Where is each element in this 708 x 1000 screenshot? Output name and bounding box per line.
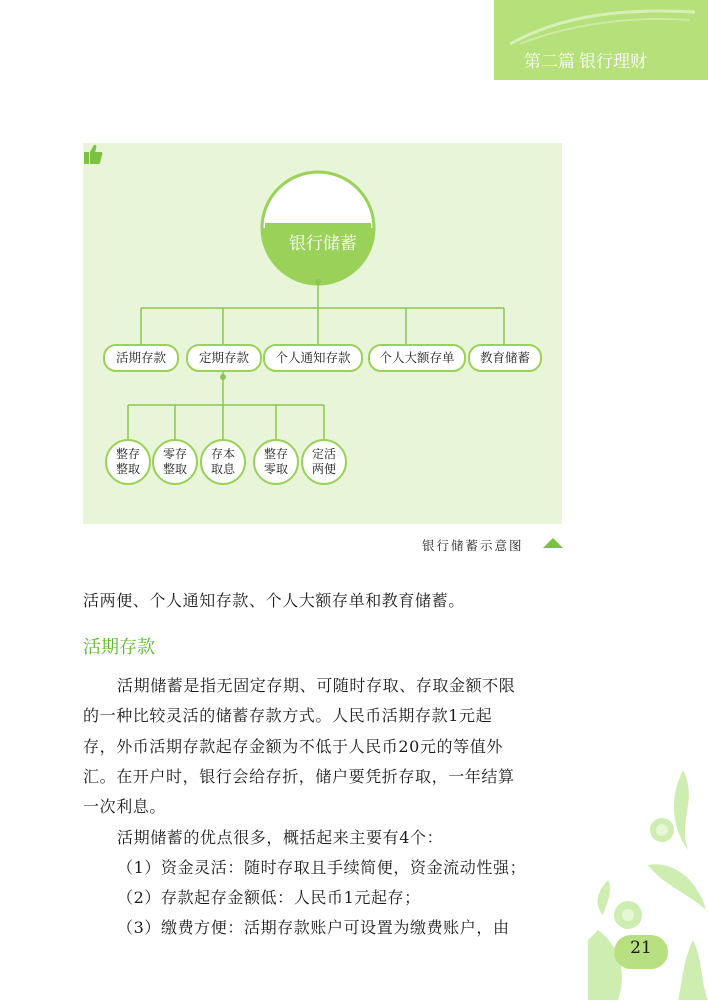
node-education-savings: 教育储蓄: [468, 344, 542, 372]
page-number: 21: [630, 938, 652, 958]
node-flexible-line2: 两便: [311, 462, 336, 476]
node-lump-installment-line2: 零取: [263, 462, 288, 476]
diagram-caption: 银行储蓄示意图: [422, 538, 524, 553]
node-flexible: [301, 439, 347, 485]
node-lump-sum-line1: 整存: [115, 447, 140, 461]
node-installment-line1: 零存: [162, 447, 187, 461]
node-demand-deposit: 活期存款: [103, 344, 179, 372]
section-heading: 活期存款: [83, 637, 155, 658]
root-node-label: 银行储蓄: [289, 234, 357, 254]
para1-line2: 的一种比较灵活的储蓄存款方式。人民币活期存款1元起: [83, 706, 493, 725]
list-item-3: （3）缴费方便：活期存款账户可设置为缴费账户，由: [117, 918, 510, 937]
node-interest-withdrawal-line2: 取息: [210, 462, 235, 476]
running-header: [524, 47, 647, 72]
para1-line5: 一次利息。: [83, 797, 167, 816]
node-time-deposit: 定期存款: [186, 344, 262, 372]
header-subtitle: 银行理财: [579, 52, 647, 72]
node-interest-withdrawal-line1: 存本: [210, 447, 235, 461]
list-item-2: （2）存款起存金额低：人民币1元起存；: [117, 888, 421, 907]
node-notice-deposit: 个人通知存款: [263, 344, 363, 372]
para1-line1: 活期储蓄是指无固定存期、可随时存取、存取金额不限: [117, 676, 516, 695]
node-installment: [152, 439, 198, 485]
node-large-certificate: 个人大额存单: [368, 344, 466, 372]
header-swoosh-decoration: [500, 6, 700, 46]
intro-line: 活两便、个人通知存款、个人大额存单和教育储蓄。: [83, 591, 465, 610]
node-lump-installment-line1: 整存: [263, 447, 288, 461]
node-installment-line2: 整取: [162, 462, 187, 476]
list-item-1: （1）资金灵活：随时存取且手续简便，资金流动性强；: [117, 858, 527, 877]
node-interest-withdrawal: [200, 439, 246, 485]
node-flexible-line1: 定活: [311, 447, 336, 461]
para2-line: 活期储蓄的优点很多，概括起来主要有4个：: [117, 828, 444, 847]
header-part-label: 第二篇: [524, 52, 575, 72]
node-lump-sum-line2: 整取: [115, 462, 140, 476]
node-lump-sum: [105, 439, 151, 485]
node-lump-installment: [253, 439, 299, 485]
savings-diagram: [83, 143, 562, 524]
caption-triangle-icon: [543, 538, 563, 548]
para1-line4: 汇。在开户时，银行会给存折，储户要凭折存取，一年结算: [83, 767, 515, 786]
thumbs-up-icon: [83, 143, 103, 165]
para1-line3: 存，外币活期存款起存金额为不低于人民币20元的等值外: [83, 737, 503, 756]
